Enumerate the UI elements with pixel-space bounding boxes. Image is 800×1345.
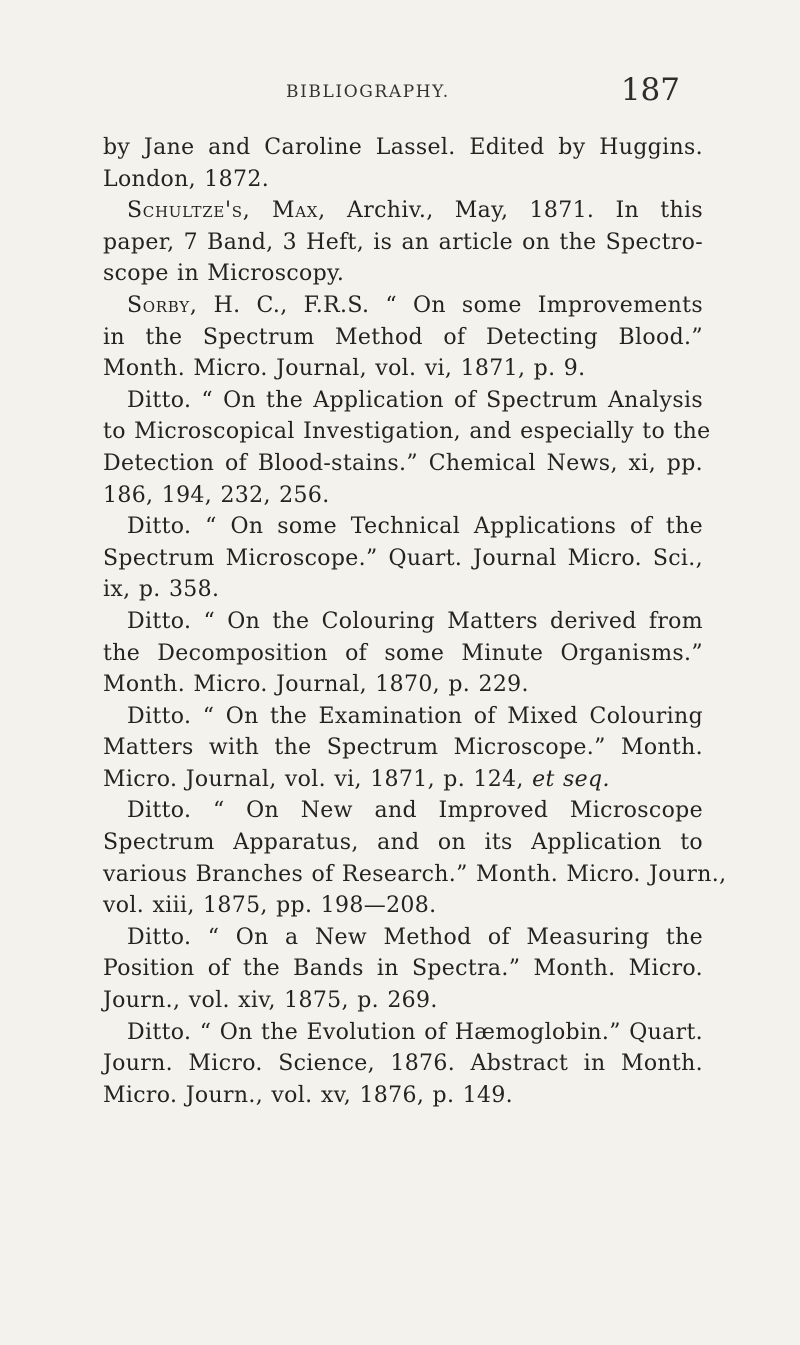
text-line: Ditto. “ On the Examination of Mixed Colouring — [127, 703, 703, 729]
text-line: the Decomposition of some Minute Organisms.” — [103, 640, 703, 666]
text-line: to Microscopical Investigation, and especially to the — [103, 419, 711, 445]
bibliography-entry-technical-applications — [103, 511, 703, 606]
text-line: Ditto. “ On the Colouring Matters derived from — [127, 608, 703, 634]
text-line — [103, 195, 703, 227]
text-line: Journ., vol. xiv, 1875, p. 269. — [103, 988, 438, 1014]
bibliography-entry-mixed-colouring — [103, 701, 703, 796]
text-line: Detection of Blood-stains.” Chemical News, xi, pp. — [103, 450, 703, 476]
bibliography-text — [103, 132, 727, 1111]
text-line: Position of the Bands in Spectra.” Month. Micro. — [103, 956, 703, 982]
author-name: Schultze's, Max, — [127, 198, 326, 224]
bibliography-entry-haemoglobin — [103, 1017, 703, 1112]
bibliography-entry-spectrum-analysis — [103, 385, 711, 511]
text-line: Ditto. “ On the Evolution of Hæmoglobin.” Quart. — [127, 1019, 703, 1045]
text-line: Ditto. “ On the Application of Spectrum Analysis — [127, 387, 703, 413]
text-line: Journ. Micro. Science, 1876. Abstract in Month. — [103, 1051, 703, 1077]
bibliography-entry-colouring-matters — [103, 606, 703, 701]
bibliography-entry-lassel — [103, 132, 703, 195]
bibliography-entry-measuring-bands — [103, 922, 703, 1017]
entry-text: Archiv., May, 1871. In this — [347, 198, 703, 224]
text-line: by Jane and Caroline Lassel. Edited by Huggins. — [103, 135, 703, 160]
author-name: Sorby, — [127, 292, 198, 318]
text-line: various Branches of Research.” Month. Micro. Journ., — [103, 861, 727, 887]
text-line: ix, p. 358. — [103, 577, 220, 603]
page-header — [250, 72, 680, 112]
text-line: Month. Micro. Journal, vol. vi, 1871, p. 9. — [103, 356, 586, 382]
bibliography-entry-schultze — [103, 195, 703, 290]
bibliography-entry-spectrum-apparatus — [103, 795, 727, 921]
text-line: Spectrum Microscope.” Quart. Journal Micro. Sci., — [103, 545, 703, 571]
text-line: Spectrum Apparatus, and on its Application to — [103, 830, 703, 856]
text-line: Ditto. “ On some Technical Applications of the — [127, 514, 703, 540]
text-line: paper, 7 Band, 3 Heft, is an article on the Spectro- — [103, 229, 703, 255]
page-number: 187 — [620, 72, 680, 108]
text-line: Ditto. “ On New and Improved Microscope — [127, 798, 703, 824]
italic-reference: et seq. — [532, 766, 610, 792]
text-line: vol. xiii, 1875, pp. 198—208. — [103, 893, 437, 919]
running-head: BIBLIOGRAPHY. — [286, 82, 450, 102]
text-line: in the Spectrum Method of Detecting Blood.” — [103, 324, 703, 350]
bibliography-entry-sorby — [103, 290, 703, 385]
text-line: 186, 194, 232, 256. — [103, 482, 330, 508]
text-line: Month. Micro. Journal, 1870, p. 229. — [103, 672, 529, 698]
entry-text: Micro. Journal, vol. vi, 1871, p. 124, — [103, 766, 524, 792]
text-line: scope in Microscopy. — [103, 261, 345, 287]
text-line: Ditto. “ On a New Method of Measuring the — [127, 924, 703, 950]
text-line — [103, 764, 703, 796]
text-line — [103, 290, 703, 322]
text-line: Micro. Journ., vol. xv, 1876, p. 149. — [103, 1082, 514, 1108]
text-line: Matters with the Spectrum Microscope.” Month. — [103, 735, 703, 761]
entry-text: H. C., F.R.S. “ On some Improvements — [213, 292, 703, 318]
text-line: London, 1872. — [103, 166, 270, 192]
